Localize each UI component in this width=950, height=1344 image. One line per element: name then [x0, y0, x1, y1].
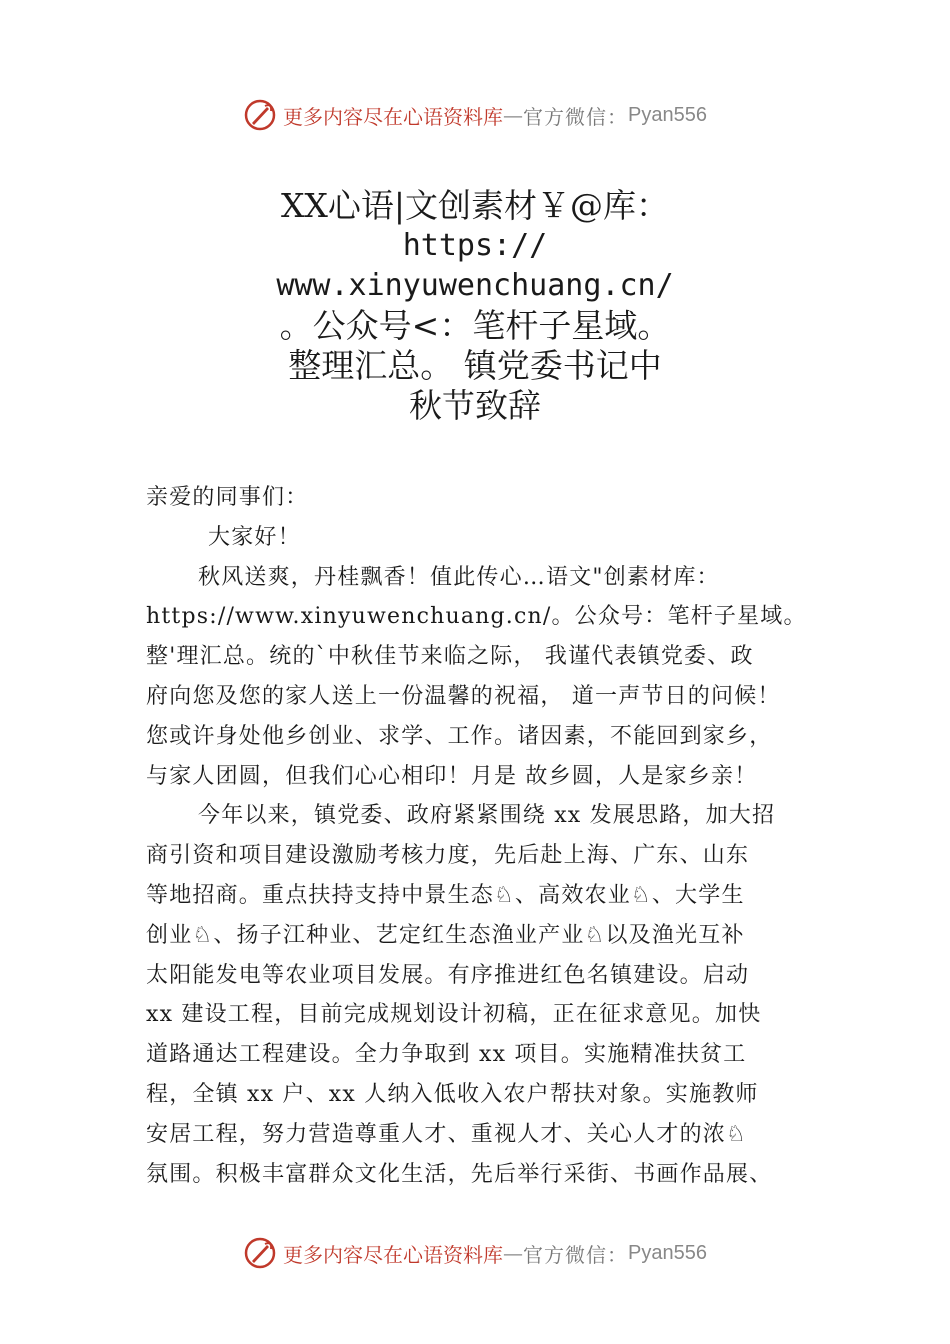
text-line: 太阳能发电等农业项目发展。有序推进红色名镇建设。启动: [146, 962, 750, 988]
banner-separator: —: [503, 103, 524, 127]
title-line: www.xinyuwenchuang.cn/: [276, 268, 674, 303]
text-line: 整'理汇总。统的`中秋佳节来临之际， 我谨代表镇党委、政: [146, 644, 754, 670]
text-line: 等地招商。重点扶持支持中景生态♘、高效农业♘、大学生: [146, 882, 745, 908]
quill-pen-icon: [243, 1236, 277, 1270]
hello-line: 大家好！: [208, 524, 301, 550]
text-line: 道路通达工程建设。全力争取到 xx 项目。实施精准扶贫工: [146, 1042, 747, 1068]
paragraph-1: [146, 558, 846, 797]
banner-contact-label: 官方微信：: [523, 1244, 629, 1267]
text-line: xx 建设工程，目前完成规划设计初稿，正在征求意见。加快: [146, 1002, 762, 1028]
text-line: 安居工程，努力营造尊重人才、重视人才、关心人才的浓♘: [146, 1121, 747, 1147]
banner-wechat-handle: Pyan556: [628, 103, 707, 126]
title-line: 。公众号<：笔杆子星域。: [279, 306, 671, 345]
banner-separator: —: [503, 1241, 524, 1265]
quill-pen-icon: [243, 98, 277, 132]
text-line: https://www.xinyuwenchuang.cn/。公众号：笔杆子星域。: [146, 604, 807, 630]
title-line: https://: [402, 228, 548, 263]
text-line: 您或许身处他乡创业、求学、工作。诸因素，不能回到家乡，: [146, 723, 773, 749]
banner-contact-label: 官方微信：: [523, 106, 629, 129]
banner-title: 更多内容尽在心语资料库: [283, 1242, 504, 1267]
text-line: 与家人团圆，但我们心心相印！月是 故乡圆，人是家乡亲！: [146, 763, 758, 789]
text-line: 商引资和项目建设激励考核力度，先后赴上海、广东、山东: [146, 843, 750, 869]
paragraph-2: [146, 796, 846, 1194]
text-line: 秋风送爽，丹桂飘香！值此传心…语文"创素材库：: [198, 564, 720, 590]
banner-wechat-handle: Pyan556: [628, 1241, 707, 1264]
title-line: 秋节致辞: [409, 386, 541, 425]
text-line: 创业♘、扬子江种业、艺定红生态渔业产业♘以及渔光互补: [146, 922, 745, 948]
footer-banner: [0, 1233, 950, 1273]
text-line: 今年以来，镇党委、政府紧紧围绕 xx 发展思路，加大招: [198, 803, 776, 829]
title-line: XX心语|文创素材￥@库：: [280, 186, 670, 225]
banner-title: 更多内容尽在心语资料库: [283, 104, 504, 129]
text-line: 府向您及您的家人送上一份温馨的祝福， 道一声节日的问候！: [146, 683, 781, 709]
header-banner: [0, 95, 950, 135]
document-body: [146, 478, 846, 1194]
text-line: 氛围。积极丰富群众文化生活，先后举行采街、书画作品展、: [146, 1161, 773, 1187]
title-line: 整理汇总。 镇党委书记中: [288, 346, 662, 385]
greeting: 亲爱的同事们：: [146, 485, 309, 510]
document-title: [0, 186, 950, 426]
text-line: 程，全镇 xx 户、xx 人纳入低收入农户帮扶对象。实施教师: [146, 1081, 759, 1107]
